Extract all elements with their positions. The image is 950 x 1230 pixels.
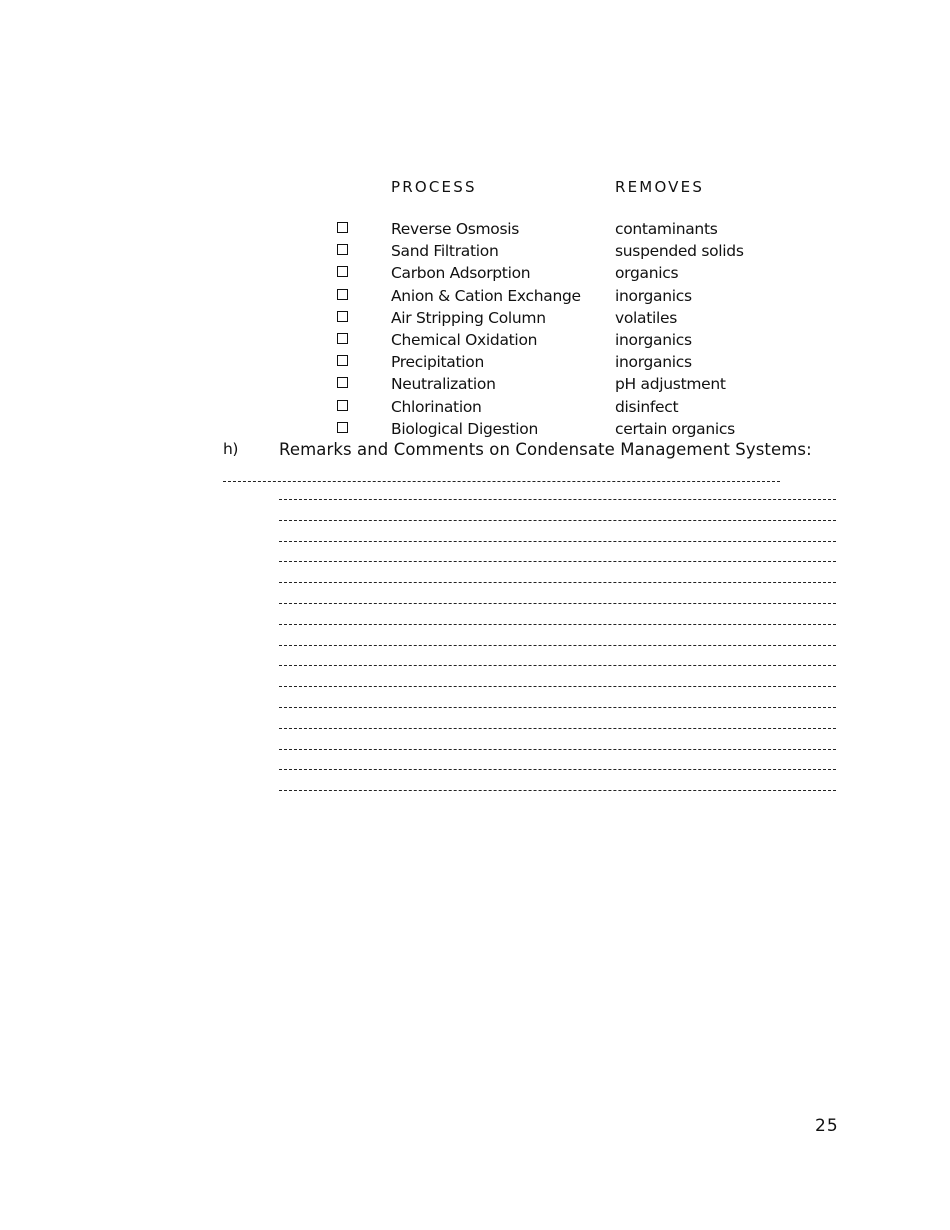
remarks-answer-line[interactable] [279,645,836,646]
remarks-answer-line[interactable] [223,481,780,482]
checkbox-anion-cation-exchange[interactable] [337,289,348,300]
process-table [0,218,950,440]
removes-value: disinfect [615,397,679,416]
section-h-label: h) [223,440,238,458]
table-row [0,285,950,307]
table-row [0,240,950,262]
table-row [0,418,950,440]
section-h-prompt: Remarks and Comments on Condensate Management Systems: [279,440,812,459]
removes-value: suspended solids [615,242,744,261]
checkbox-biological-digestion[interactable] [337,422,348,433]
remarks-answer-line[interactable] [279,707,836,708]
remarks-answer-line[interactable] [279,582,836,583]
checkbox-sand-filtration[interactable] [337,244,348,255]
table-row [0,262,950,284]
process-name: Neutralization [391,375,496,394]
process-name: Reverse Osmosis [391,220,520,238]
remarks-answer-line[interactable] [279,790,836,791]
remarks-answer-line[interactable] [279,603,836,604]
table-row [0,396,950,418]
table-row [0,218,950,240]
removes-value: organics [615,264,679,283]
process-name: Anion & Cation Exchange [391,286,581,305]
removes-value: inorganics [615,286,692,305]
remarks-answer-line[interactable] [279,686,836,687]
remarks-answer-line[interactable] [279,561,836,562]
remarks-answer-lines [279,499,836,811]
remarks-answer-line[interactable] [279,520,836,521]
process-name: Precipitation [391,353,484,372]
remarks-answer-line[interactable] [279,749,836,750]
remarks-answer-line[interactable] [279,728,836,729]
checkbox-chemical-oxidation[interactable] [337,333,348,344]
process-name: Chlorination [391,397,482,416]
remarks-answer-line[interactable] [279,624,836,625]
checkbox-carbon-adsorption[interactable] [337,266,348,277]
checkbox-reverse-osmosis[interactable] [337,222,348,233]
table-row [0,351,950,373]
removes-value: pH adjustment [615,375,726,394]
remarks-answer-line[interactable] [279,499,836,500]
table-row [0,373,950,395]
removes-value: contaminants [615,220,718,238]
process-name: Air Stripping Column [391,308,546,327]
checkbox-neutralization[interactable] [337,377,348,388]
removes-value: volatiles [615,308,678,327]
checkbox-chlorination[interactable] [337,400,348,411]
remarks-answer-line[interactable] [279,541,836,542]
removes-value: certain organics [615,419,735,438]
removes-value: inorganics [615,330,692,349]
remarks-answer-line[interactable] [279,665,836,666]
table-row [0,329,950,351]
process-column-header: PROCESS [391,178,477,196]
page-number: 25 [815,1116,839,1136]
process-name: Carbon Adsorption [391,264,531,283]
removes-column-header: REMOVES [615,178,705,196]
process-name: Biological Digestion [391,419,538,438]
checkbox-precipitation[interactable] [337,355,348,366]
table-row [0,307,950,329]
process-name: Sand Filtration [391,242,499,261]
process-name: Chemical Oxidation [391,330,538,349]
checkbox-air-stripping-column[interactable] [337,311,348,322]
removes-value: inorganics [615,353,692,372]
remarks-answer-line[interactable] [279,769,836,770]
